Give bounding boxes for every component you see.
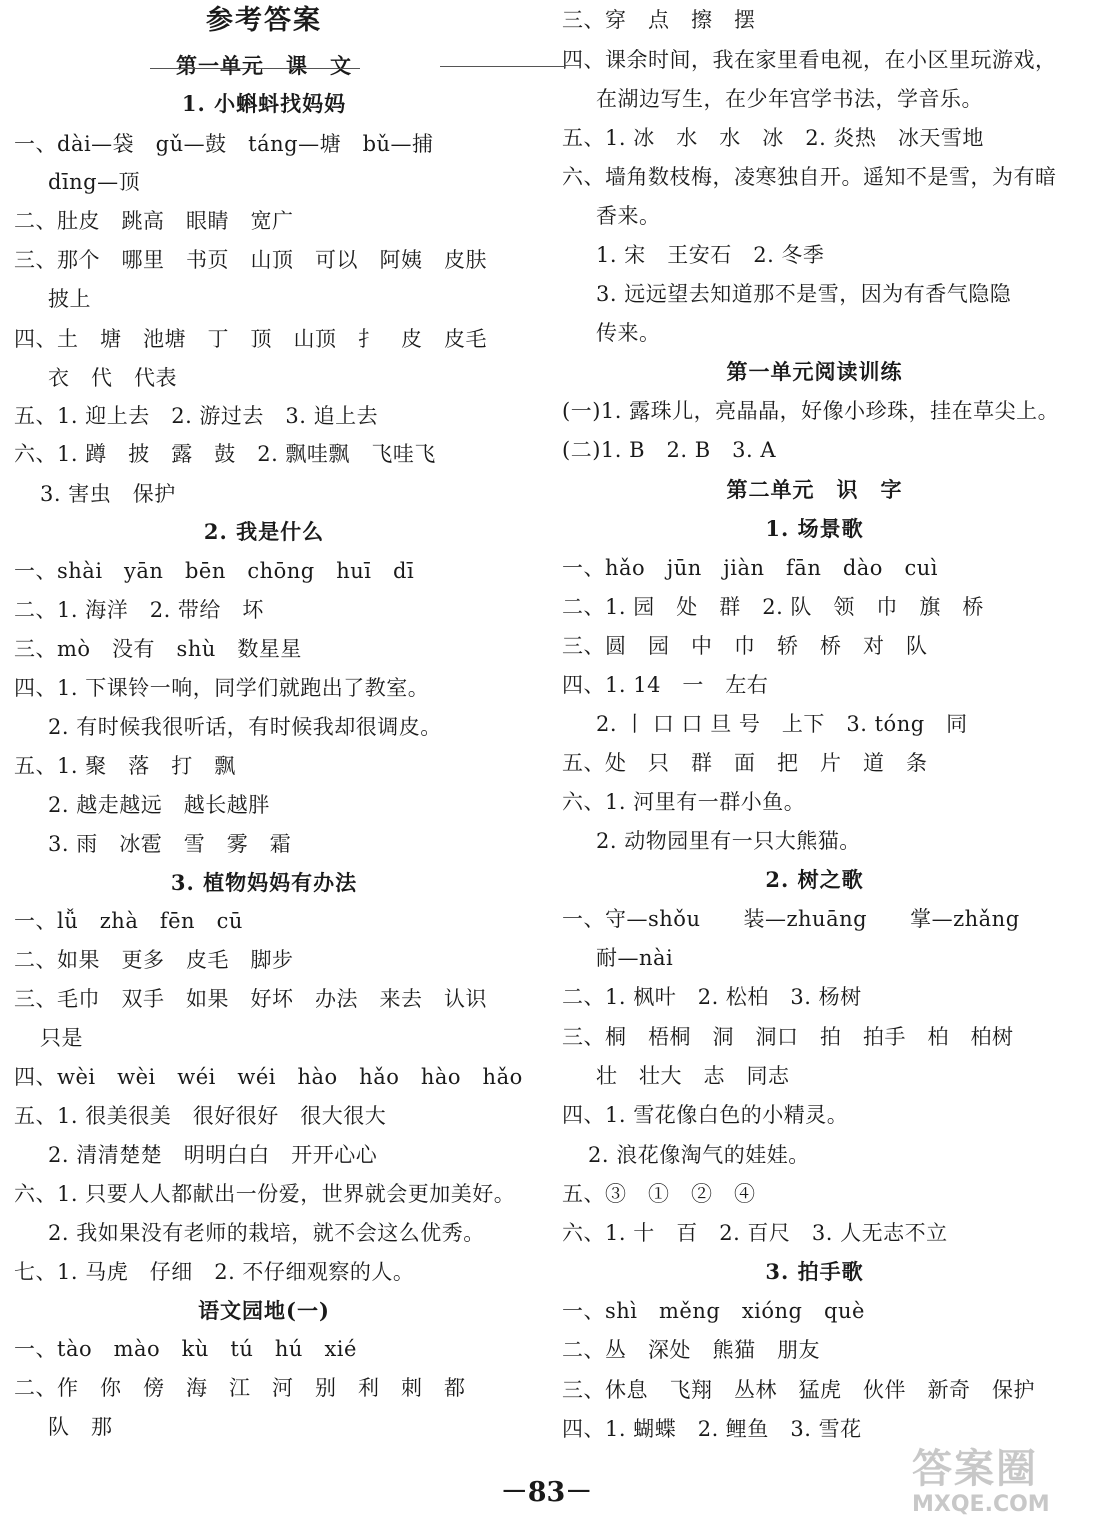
answer-line: 四、1. 14 一 左右 — [562, 673, 769, 697]
section-heading: 1. 小蝌蚪找妈妈 — [181, 91, 347, 116]
section-heading: 第二单元 识 字 — [726, 477, 903, 502]
answer-line: 传来。 — [596, 321, 661, 345]
answer-line: 二、1. 海洋 2. 带给 坏 — [14, 598, 264, 622]
answer-line: 六、墙角数枝梅，凌寒独自开。遥知不是雪，为有暗 — [562, 165, 1057, 189]
answer-line: 三、毛巾 双手 如果 好坏 办法 来去 认识 — [14, 987, 487, 1011]
section-heading: 2. 我是什么 — [203, 519, 325, 544]
answer-line: (一)1. 露珠儿，亮晶晶，好像小珍珠，挂在草尖上。 — [562, 399, 1060, 423]
answer-line: 二、肚皮 跳高 眼睛 宽广 — [14, 209, 294, 233]
answer-line: 香来。 — [596, 204, 661, 228]
answer-line: 一、lǚ zhà fēn cū — [14, 909, 243, 933]
answer-line: 3. 害虫 保护 — [40, 482, 176, 506]
section-heading: 第一单元阅读训练 — [726, 359, 903, 384]
section-heading: 3. 植物妈妈有办法 — [170, 870, 358, 895]
answer-line: 队 那 — [48, 1415, 113, 1439]
page-number: －83－ — [500, 1477, 593, 1508]
answer-line: 二、丛 深处 熊猫 朋友 — [562, 1338, 820, 1362]
answer-line: 只是 — [40, 1026, 83, 1050]
answer-line: 在湖边写生，在少年宫学书法，学音乐。 — [596, 87, 983, 111]
watermark-text: 答案圈 — [912, 1446, 1038, 1492]
unit-heading-rule — [150, 68, 360, 69]
answer-line: 披上 — [48, 287, 91, 311]
answer-line: 五、1. 冰 水 水 冰 2. 炎热 冰天雪地 — [562, 126, 984, 150]
answer-line: 三、圆 园 中 巾 轿 桥 对 队 — [562, 634, 928, 658]
section-heading: 2. 树之歌 — [765, 867, 864, 892]
answer-line: 2. 丨 口 口 旦 号 上下 3. tóng 同 — [596, 712, 968, 736]
answer-line: 四、1. 蝴蝶 2. 鲤鱼 3. 雪花 — [562, 1417, 862, 1441]
answer-line: 衣 代 代表 — [48, 366, 177, 390]
answer-line: 2. 浪花像淘气的娃娃。 — [588, 1143, 810, 1167]
section-heading: 语文园地(一) — [198, 1298, 330, 1323]
answer-line: 四、课余时间，我在家里看电视，在小区里玩游戏， — [562, 48, 1057, 72]
answer-line: 四、1. 下课铃一响，同学们就跑出了教室。 — [14, 676, 430, 700]
answer-line: 五、1. 迎上去 2. 游过去 3. 追上去 — [14, 404, 379, 428]
watermark-logo — [912, 1446, 1082, 1530]
answer-line: 一、shì měng xióng què — [562, 1299, 865, 1323]
answer-line: 六、1. 蹲 披 露 鼓 2. 飘哇飘 飞哇飞 — [14, 442, 436, 466]
answer-line: 五、③ ① ② ④ — [562, 1182, 756, 1206]
answer-line: 六、1. 十 百 2. 百尺 3. 人无志不立 — [562, 1221, 948, 1245]
answer-line: 1. 宋 王安石 2. 冬季 — [596, 243, 825, 267]
answer-line: 四、wèi wèi wéi wéi hào hǎo hào hǎo — [14, 1065, 523, 1089]
answer-line: 五、处 只 群 面 把 片 道 条 — [562, 751, 928, 775]
answer-line: 四、1. 雪花像白色的小精灵。 — [562, 1103, 849, 1127]
answer-line: 一、shài yān bēn chōng huī dī — [14, 559, 415, 583]
section-heading: 1. 场景歌 — [765, 516, 864, 541]
answer-line: 3. 远远望去知道那不是雪，因为有香气隐隐 — [596, 282, 1012, 306]
answer-line: 2. 清清楚楚 明明白白 开开心心 — [48, 1143, 378, 1167]
answer-line: dīng—顶 — [48, 170, 141, 194]
answer-line: 二、如果 更多 皮毛 脚步 — [14, 948, 294, 972]
answer-line: 2. 有时候我很听话，有时候我却很调皮。 — [48, 715, 442, 739]
answer-line: 2. 动物园里有一只大熊猫。 — [596, 829, 861, 853]
answer-line: 2. 越走越远 越长越胖 — [48, 793, 270, 817]
answer-line: 二、1. 园 处 群 2. 队 领 巾 旗 桥 — [562, 595, 984, 619]
answer-line: 2. 我如果没有老师的栽培，就不会这么优秀。 — [48, 1221, 485, 1245]
answer-line: 二、1. 枫叶 2. 松柏 3. 杨树 — [562, 985, 862, 1009]
answer-line: (二)1. B 2. B 3. A — [562, 438, 777, 462]
answer-line: 七、1. 马虎 仔细 2. 不仔细观察的人。 — [14, 1260, 415, 1284]
answer-line: 一、守—shǒu 装—zhuāng 掌—zhǎng — [562, 907, 1020, 931]
top-rule — [440, 66, 565, 67]
answer-line: 三、穿 点 擦 摆 — [562, 8, 756, 32]
answer-line: 3. 雨 冰雹 雪 雾 霜 — [48, 832, 292, 856]
answer-line: 六、1. 只要人人都献出一份爱，世界就会更加美好。 — [14, 1182, 516, 1206]
answer-line: 耐—nài — [596, 946, 674, 970]
answer-line: 一、hǎo jūn jiàn fān dào cuì — [562, 556, 938, 580]
answer-line: 六、1. 河里有一群小鱼。 — [562, 790, 806, 814]
answer-line: 三、桐 梧桐 洞 洞口 拍 拍手 柏 柏树 — [562, 1025, 1014, 1049]
answer-line: 五、1. 很美很美 很好很好 很大很大 — [14, 1104, 387, 1128]
answer-line: 三、休息 飞翔 丛林 猛虎 伙伴 新奇 保护 — [562, 1378, 1035, 1402]
answer-line: 壮 壮大 志 同志 — [596, 1064, 790, 1088]
section-heading: 3. 拍手歌 — [765, 1259, 864, 1284]
answer-line: 一、dài—袋 gǔ—鼓 táng—塘 bǔ—捕 — [14, 132, 434, 156]
answer-line: 五、1. 聚 落 打 飘 — [14, 754, 236, 778]
answer-line: 二、作 你 傍 海 江 河 别 利 刺 都 — [14, 1376, 466, 1400]
section-heading: 第一单元 课 文 — [176, 53, 352, 78]
answer-line: 三、mò 没有 shù 数星星 — [14, 637, 302, 661]
answer-line: 三、那个 哪里 书页 山顶 可以 阿姨 皮肤 — [14, 248, 487, 272]
section-heading: 参考答案 — [206, 5, 322, 36]
answer-line: 四、土 塘 池塘 丁 顶 山顶 扌 皮 皮毛 — [14, 327, 487, 351]
watermark-url: MXQE.COM — [912, 1492, 1050, 1517]
answer-line: 一、tào mào kù tú hú xié — [14, 1337, 357, 1361]
